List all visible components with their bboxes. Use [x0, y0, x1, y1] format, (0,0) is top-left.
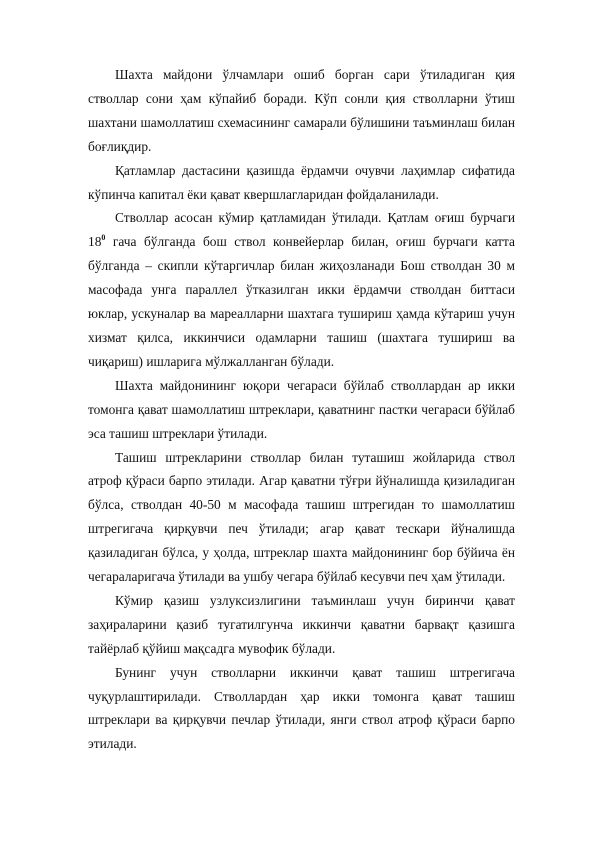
- paragraph-2: Қатламлар дастасини қазишда ёрдамчи очувчи лаҳимлар сифатида кўпинча капитал ёки қават квершлагларидан фойдаланилади.: [88, 162, 515, 202]
- paragraph-4: Шахта майдонининг юқори чегараси бўйлаб стволлардан ар икки томонга қават шамоллатиш штреклари, қаватнинг пастки чегараси бўйлаб эса ташиш штреклари ўтилади.: [88, 377, 515, 441]
- degree-superscript: 0: [101, 233, 106, 243]
- paragraph-3-text-b: гача бўлганда бош ствол конвейерлар билан, оғиш бурчаги катта бўлганда – скипли кўтаргичлар билан жиҳозланади Бош стволдан 30 м масофада унга параллел ўтказилган икки ёрдамчи стволдан биттаси юклар, ускуналар ва мареалларни шахтага тушириш ҳамда кўтариш учун хизмат қилса, иккинчиси одамларни ташиш (шахтага тушириш ва чиқариш) ишларига мўлжалланган бўлади.: [88, 234, 515, 369]
- paragraph-1: Шахта майдони ўлчамлари ошиб борган сари ўтиладиган қия стволлар сони ҳам кўпайиб боради. Кўп сонли қия стволларни ўтиш шахтани шамоллатиш схемасининг самарали бўлишини таъминлаш билан боғлиқдир.: [88, 67, 515, 154]
- document-body: [88, 63, 515, 756]
- paragraph-5: Ташиш штрекларини стволлар билан туташиш жойларида ствол атроф қўраси барпо этилади. Агар қаватни тўғри йўналишда қизиладиган бўлса, стволдан 40-50 м масофада ташиш штрегидан то шамоллатиш штрегигача қирқувчи печ ўтилади; агар қават тескари йўналишда қазиладиган бўлса, у ҳолда, штреклар шахта майдонининг бор бўйича ён чегараларигача ўтилади ва ушбу чегара бўйлаб кесувчи печ ҳам ўтилади.: [88, 449, 515, 585]
- paragraph-7: Бунинг учун стволларни иккинчи қават ташиш штрегигача чуқурлаштирилади. Стволлардан ҳар икки томонга қават ташиш штреклари ва қирқувчи печлар ўтилади, янги ствол атроф қўраси барпо этилади.: [88, 664, 515, 752]
- paragraph-6: Кўмир қазиш узлуксизлигини таъминлаш учун биринчи қават заҳираларини қазиб тугатилгунча иккинчи қаватни барвақт қазишга тайёрлаб қўйиш мақсадга мувофик бўлади.: [88, 592, 515, 656]
- paragraph-3: [88, 206, 515, 373]
- paragraph-3-text-a: Стволлар асосан кўмир қатламидан ўтилади. Қатлам оғиш бурчаги 18: [88, 210, 515, 250]
